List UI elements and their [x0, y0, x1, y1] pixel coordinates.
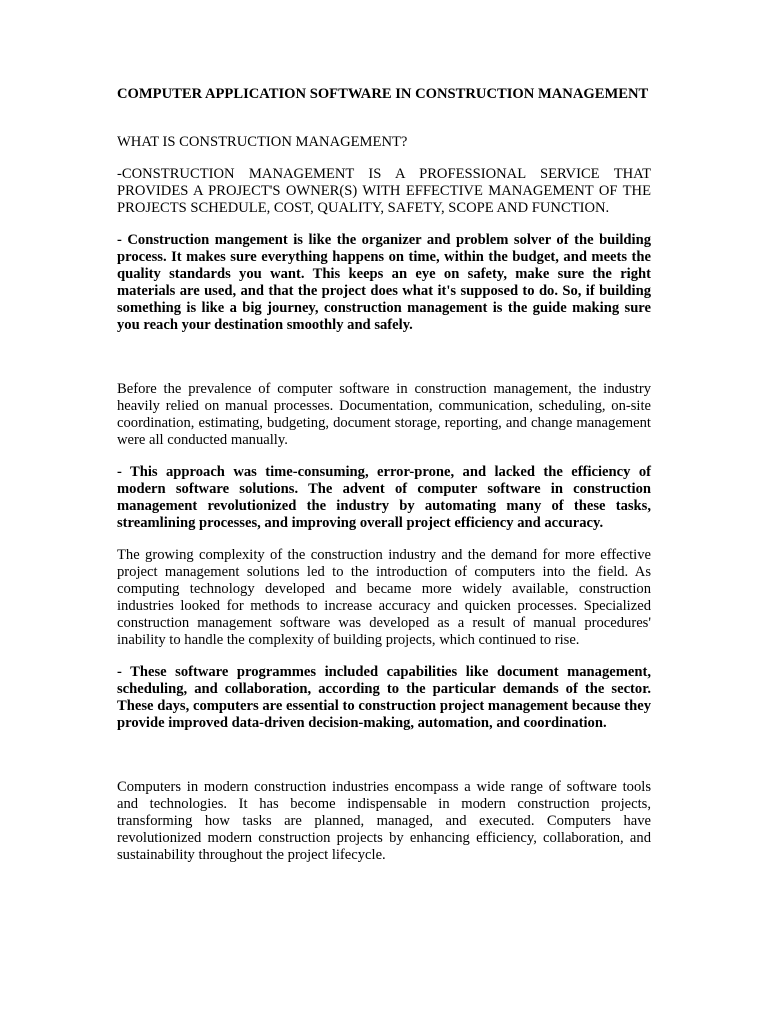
paragraph-4: The growing complexity of the construction industry and the demand for more effective project management solutions led to the introduction of computers into the field. As computing technology developed and became more widely available, construction industries looked for methods to increase accuracy and quicken processes. Specialized construction management software was developed as a result of manual procedures' inability to handle the complexity of building projects, which continued to rise.: [117, 547, 651, 648]
document-title: COMPUTER APPLICATION SOFTWARE IN CONSTRUCTION MANAGEMENT: [117, 86, 649, 102]
paragraph-3: - This approach was time-consuming, error-prone, and lacked the efficiency of modern software solutions. The advent of computer software in construction management revolutionized the industry by automating many of these tasks, streamlining processes, and improving overall project efficiency and accuracy.: [117, 464, 651, 531]
document-page: [117, 86, 651, 864]
definition-paragraph: -CONSTRUCTION MANAGEMENT IS A PROFESSIONAL SERVICE THAT PROVIDES A PROJECT'S OWNER(S) WITH EFFECTIVE MANAGEMENT OF THE PROJECTS SCHEDULE, COST, QUALITY, SAFETY, SCOPE AND FUNCTION.: [117, 166, 651, 216]
paragraph-5: - These software programmes included capabilities like document management, scheduling, and collaboration, according to the particular demands of the sector. These days, computers are essential to construction project management because they provide improved data-driven decision-making, automation, and coordination.: [117, 664, 651, 731]
paragraph-6: Computers in modern construction industries encompass a wide range of software tools and technologies. It has become indispensable in modern construction projects, transforming how tasks are planned, managed, and executed. Computers have revolutionized modern construction projects by enhancing efficiency, collaboration, and sustainability throughout the project lifecycle.: [117, 779, 651, 863]
section-question: WHAT IS CONSTRUCTION MANAGEMENT?: [117, 134, 408, 150]
paragraph-2: Before the prevalence of computer software in construction management, the industry heavily relied on manual processes. Documentation, communication, scheduling, on-site coordination, estimating, budgeting, document storage, reporting, and change management were all conducted manually.: [117, 381, 651, 448]
paragraph-1: - Construction mangement is like the organizer and problem solver of the building process. It makes sure everything happens on time, within the budget, and meets the quality standards you want. This keeps an eye on safety, make sure the right materials are used, and that the project does what it's supposed to do. So, if building something is like a big journey, construction management is the guide making sure you reach your destination smoothly and safely.: [117, 232, 651, 333]
